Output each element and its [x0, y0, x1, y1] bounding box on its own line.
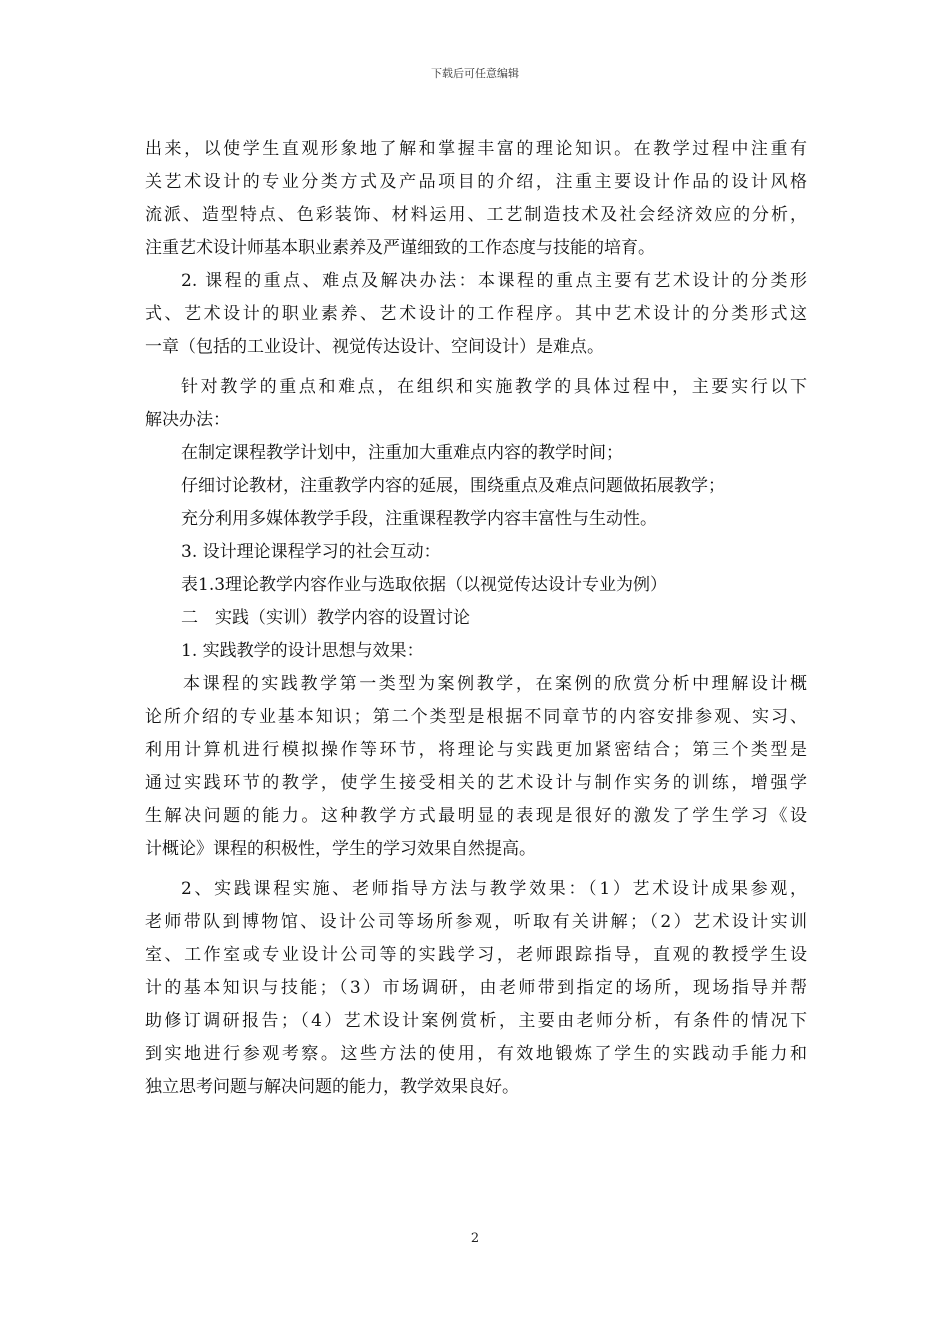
- text-line: 利用计算机进行模拟操作等环节，将理论与实践更加紧密结合；第三个类型是: [145, 740, 807, 760]
- text-line: 通过实践环节的教学，使学生接受相关的艺术设计与制作实务的训练，增强学: [145, 773, 807, 793]
- text-line: 生解决问题的能力。这种教学方式最明显的表现是很好的激发了学生学习《设: [145, 806, 807, 826]
- text-line: 论所介绍的专业基本知识；第二个类型是根据不同章节的内容安排参观、实习、: [145, 707, 807, 727]
- text-line: 助修订调研报告；（4）艺术设计案例赏析，主要由老师分析，有条件的情况下: [145, 1011, 807, 1031]
- text-line: 关艺术设计的专业分类方式及产品项目的介绍，注重主要设计作品的设计风格: [145, 172, 807, 192]
- document-body: [145, 133, 807, 1104]
- text-line: 到实地进行参观考察。这些方法的使用，有效地锻炼了学生的实践动手能力和: [145, 1044, 807, 1064]
- text-line: 流派、造型特点、色彩装饰、材料运用、工艺制造技术及社会经济效应的分析，: [145, 205, 807, 225]
- text-line: 计的基本知识与技能；（3）市场调研，由老师带到指定的场所，现场指导并帮: [145, 978, 807, 998]
- text-line: 独立思考问题与解决问题的能力，教学效果良好。: [145, 1077, 519, 1097]
- text-line: 式、艺术设计的职业素养、艺术设计的工作程序。其中艺术设计的分类形式这: [145, 304, 807, 324]
- text-line: 出来，以使学生直观形象地了解和掌握丰富的理论知识。在教学过程中注重有: [145, 139, 807, 159]
- text-line: 注重艺术设计师基本职业素养及严谨细致的工作态度与技能的培育。: [145, 238, 655, 258]
- text-line: 2. 课程的重点、难点及解决办法：本课程的重点主要有艺术设计的分类形: [181, 271, 807, 291]
- table-caption: 表1.3理论教学内容作业与选取依据（以视觉传达设计专业为例）: [181, 575, 668, 595]
- text-line: 一章（包括的工业设计、视觉传达设计、空间设计）是难点。: [145, 337, 604, 357]
- list-item: 仔细讨论教材，注重教学内容的延展，围绕重点及难点问题做拓展教学；: [181, 476, 725, 496]
- list-item: 在制定课程教学计划中，注重加大重难点内容的教学时间；: [181, 443, 623, 463]
- page-header: 下载后可任意编辑: [431, 67, 519, 80]
- list-item: 充分利用多媒体教学手段，注重课程教学内容丰富性与生动性。: [181, 509, 657, 529]
- text-line: 2、实践课程实施、老师指导方法与教学效果：（1）艺术设计成果参观，: [181, 879, 807, 899]
- page-number: 2: [470, 1231, 480, 1246]
- text-line: 老师带队到博物馆、设计公司等场所参观，听取有关讲解；（2）艺术设计实训: [145, 912, 807, 932]
- text-line: 针对教学的重点和难点，在组织和实施教学的具体过程中，主要实行以下: [181, 377, 807, 397]
- text-line: 室、工作室或专业设计公司等的实践学习，老师跟踪指导，直观的教授学生设: [145, 945, 807, 965]
- section-heading: 二 实践（实训）教学内容的设置讨论: [181, 608, 470, 628]
- text-line: 计概论》课程的积极性，学生的学习效果自然提高。: [145, 839, 536, 859]
- text-line: 解决办法：: [145, 410, 230, 430]
- text-line: 本课程的实践教学第一类型为案例教学，在案例的欣赏分析中理解设计概: [183, 674, 807, 694]
- section-heading: 1. 实践教学的设计思想与效果：: [181, 641, 424, 661]
- section-heading: 3. 设计理论课程学习的社会互动：: [181, 542, 441, 562]
